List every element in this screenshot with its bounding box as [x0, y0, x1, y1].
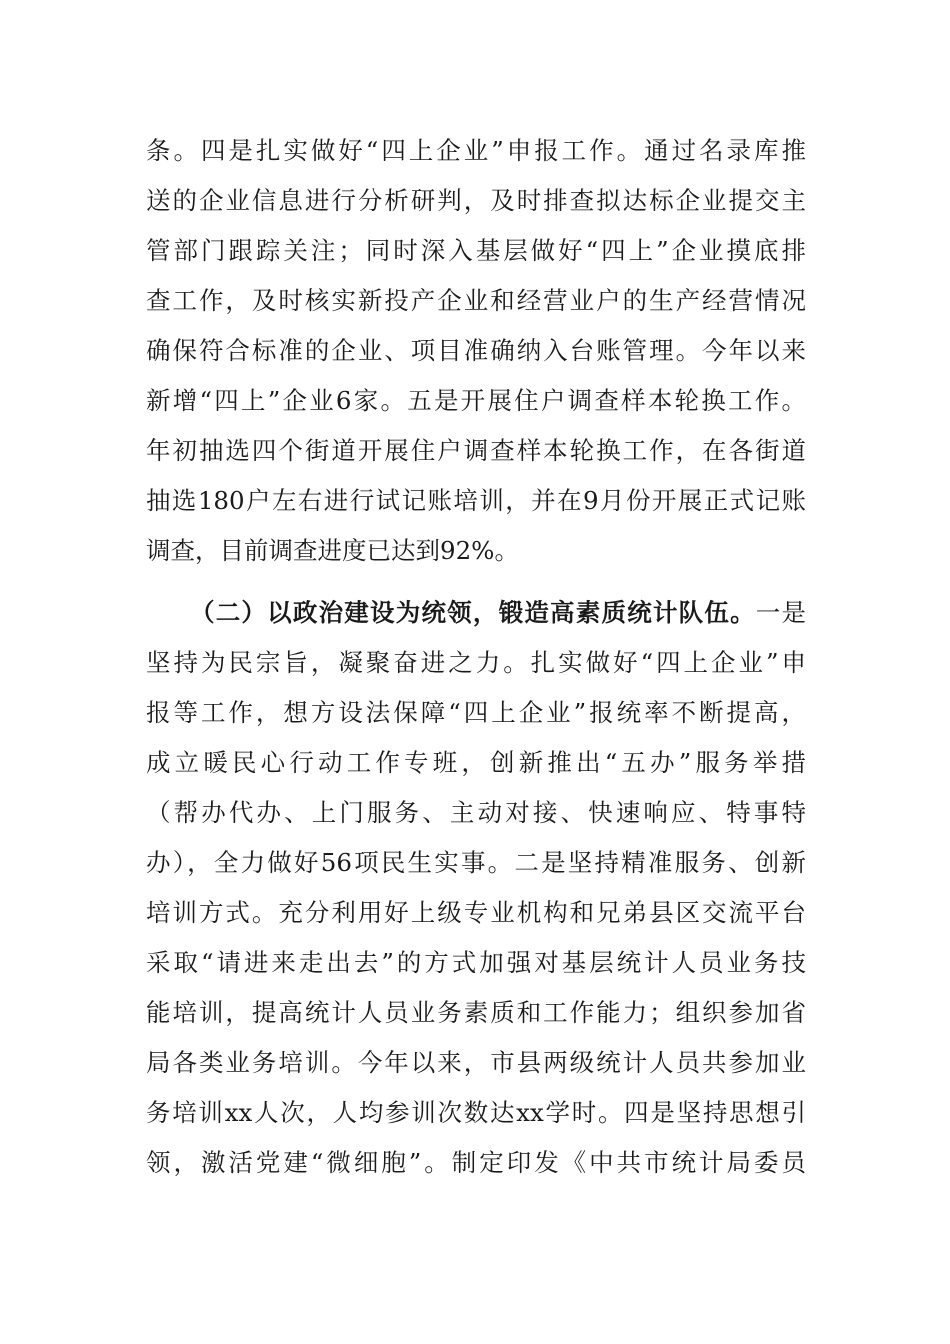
paragraph-line: 年初抽选四个街道开展住户调查样本轮换工作，在各街道	[146, 436, 806, 465]
paragraph-line: 确保符合标准的企业、项目准确纳入台账管理。今年以来	[146, 336, 806, 365]
paragraph-line: （帮办代办、上门服务、主动对接、快速响应、特事特	[146, 798, 806, 827]
section-heading: （二）以政治建设为统领，锻造高素质统计队伍。	[190, 598, 756, 627]
paragraph-line: 采取“请进来走出去”的方式加强对基层统计人员业务技	[146, 948, 806, 977]
paragraph-line: 抽选180户左右进行试记账培训，并在9月份开展正式记账	[146, 486, 806, 515]
paragraph-line: 新增“四上”企业6家。五是开展住户调查样本轮换工作。	[146, 386, 806, 415]
paragraph-line: 查工作，及时核实新投产企业和经营业户的生产经营情况	[146, 286, 806, 315]
paragraph-line: 管部门跟踪关注；同时深入基层做好“四上”企业摸底排	[146, 236, 806, 265]
paragraph-line: 务培训xx人次，人均参训次数达xx学时。四是坚持思想引	[146, 1098, 806, 1127]
paragraph-line: 成立暖民心行动工作专班，创新推出“五办”服务举措	[146, 748, 806, 777]
paragraph-line: 报等工作，想方设法保障“四上企业”报统率不断提高，	[146, 698, 806, 727]
paragraph-line: 办），全力做好56项民生实事。二是坚持精准服务、创新	[146, 848, 806, 877]
section-heading-line	[190, 586, 806, 640]
paragraph-line: 能培训，提高统计人员业务素质和工作能力；组织参加省	[146, 998, 806, 1027]
paragraph-line: 领，激活党建“微细胞”。制定印发《中共市统计局委员	[146, 1148, 806, 1177]
paragraph-line: 局各类业务培训。今年以来，市县两级统计人员共参加业	[146, 1048, 806, 1077]
paragraph-line: 调查，目前调查进度已达到92%。	[146, 536, 519, 565]
paragraph-line: 送的企业信息进行分析研判，及时排查拟达标企业提交主	[146, 186, 806, 215]
paragraph-line: 培训方式。充分利用好上级专业机构和兄弟县区交流平台	[146, 898, 806, 927]
section-heading-tail: 一是	[755, 598, 806, 627]
paragraph-line: 条。四是扎实做好“四上企业”申报工作。通过名录库推	[146, 136, 806, 165]
paragraph-line: 坚持为民宗旨，凝聚奋进之力。扎实做好“四上企业”申	[146, 648, 806, 677]
